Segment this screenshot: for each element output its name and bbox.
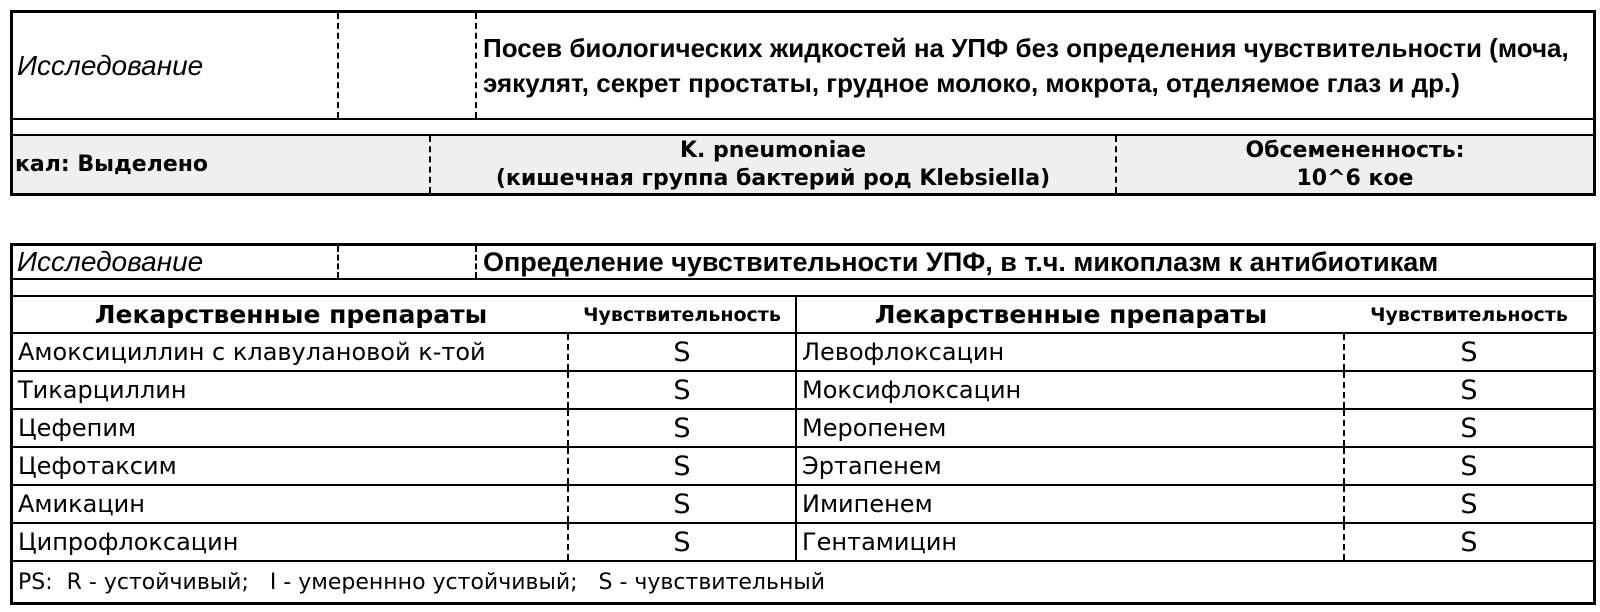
contamination-label: Обсемененность: bbox=[1245, 137, 1465, 163]
header-drugs-left: Лекарственные препараты bbox=[94, 300, 488, 329]
sensitivity-value: S bbox=[1460, 526, 1478, 558]
sensitivity-value: S bbox=[1460, 450, 1478, 482]
organism-cell bbox=[431, 136, 1117, 193]
sensitivity-value: S bbox=[569, 448, 797, 484]
drug-name: Амоксициллин с клавулановой к-той bbox=[13, 334, 569, 370]
separator-row bbox=[13, 120, 1593, 136]
study2-spacer-cell bbox=[339, 246, 477, 278]
table-row bbox=[13, 334, 1593, 372]
organism-group: (кишечная группа бактерий род Klebsiella) bbox=[495, 165, 1051, 191]
study-spacer-cell bbox=[339, 13, 477, 118]
header-drugs-right: Лекарственные препараты bbox=[874, 300, 1268, 329]
drug-name: Имипенем bbox=[797, 486, 1345, 522]
drug-name: Тикарциллин bbox=[13, 372, 569, 408]
drug-name: Цефотаксим bbox=[13, 448, 569, 484]
study2-row bbox=[13, 246, 1593, 280]
sensitivity-value: S bbox=[569, 486, 797, 522]
organism-name: K. pneumoniae bbox=[679, 137, 867, 163]
sensitivity-value: S bbox=[1460, 412, 1478, 444]
table-row bbox=[13, 486, 1593, 524]
sensitivity-legend: PS: R - устойчивый; I - умереннно устойчивый; S - чувствительный bbox=[18, 569, 826, 595]
sensitivity-value: S bbox=[1460, 336, 1478, 368]
sensitivity-value: S bbox=[569, 372, 797, 408]
table-row bbox=[13, 524, 1593, 562]
sensitivity-value: S bbox=[1460, 488, 1478, 520]
study2-label: Исследование bbox=[13, 246, 339, 278]
study-title: Посев биологических жидкостей на УПФ без определения чувствительности (моча, эякулят, секрет простаты, грудное молоко, мокрота, отделяемое глаз и др.) bbox=[483, 32, 1569, 98]
drug-name: Эртапенем bbox=[797, 448, 1345, 484]
drug-name: Левофлоксацин bbox=[797, 334, 1345, 370]
culture-result-table bbox=[10, 10, 1596, 196]
drug-name: Амикацин bbox=[13, 486, 569, 522]
sensitivity-value: S bbox=[569, 410, 797, 446]
separator-row-2 bbox=[13, 280, 1593, 297]
drug-name: Ципрофлоксацин bbox=[13, 524, 569, 560]
isolate-row bbox=[13, 136, 1593, 193]
table-row bbox=[13, 372, 1593, 410]
header-sens-right: Чувствительность bbox=[1370, 303, 1568, 326]
sensitivity-value: S bbox=[1460, 374, 1478, 406]
isolate-label: кал: Выделено bbox=[13, 136, 431, 193]
table-row bbox=[13, 448, 1593, 486]
table-row bbox=[13, 410, 1593, 448]
drug-name: Цефепим bbox=[13, 410, 569, 446]
drug-name: Меропенем bbox=[797, 410, 1345, 446]
sensitivity-value: S bbox=[569, 524, 797, 560]
study-label: Исследование bbox=[13, 13, 339, 118]
drug-name: Гентамицин bbox=[797, 524, 1345, 560]
study-row bbox=[13, 13, 1593, 120]
contamination-cell bbox=[1117, 136, 1593, 193]
contamination-value: 10^6 кое bbox=[1296, 165, 1414, 191]
legend-row bbox=[13, 562, 1593, 602]
sensitivity-header-row bbox=[13, 297, 1593, 334]
sensitivity-table bbox=[10, 243, 1596, 605]
drug-name: Моксифлоксацин bbox=[797, 372, 1345, 408]
header-sens-left: Чувствительность bbox=[569, 297, 797, 332]
study2-title: Определение чувствительности УПФ, в т.ч. микоплазм к антибиотикам bbox=[483, 246, 1439, 277]
sensitivity-value: S bbox=[569, 334, 797, 370]
